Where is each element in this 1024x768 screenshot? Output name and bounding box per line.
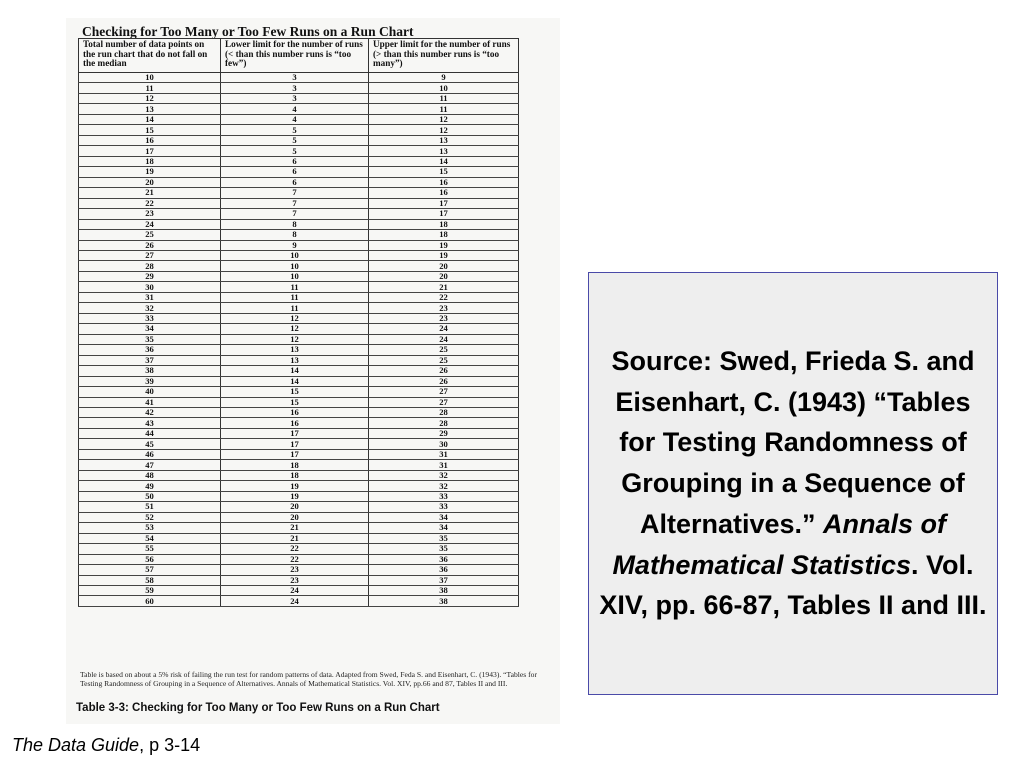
table-row [79, 209, 519, 219]
table-row [79, 219, 519, 229]
table-row [79, 491, 519, 501]
cell-lower-limit: 20 [221, 512, 369, 522]
scanned-table-page [66, 18, 560, 724]
cell-lower-limit: 7 [221, 209, 369, 219]
cell-lower-limit: 22 [221, 544, 369, 554]
cell-total-points: 12 [79, 93, 221, 103]
cell-lower-limit: 8 [221, 230, 369, 240]
cell-lower-limit: 6 [221, 177, 369, 187]
cell-upper-limit: 33 [369, 491, 519, 501]
cell-upper-limit: 9 [369, 73, 519, 83]
table-row [79, 418, 519, 428]
table-row [79, 240, 519, 250]
table-row [79, 292, 519, 302]
cell-upper-limit: 18 [369, 230, 519, 240]
cell-lower-limit: 3 [221, 73, 369, 83]
cell-upper-limit: 11 [369, 93, 519, 103]
cell-lower-limit: 3 [221, 83, 369, 93]
cell-upper-limit: 28 [369, 418, 519, 428]
source-text-end: . Vol. XIV, pp. 66-87, Tables II and III. [599, 549, 987, 621]
cell-total-points: 27 [79, 250, 221, 260]
cell-upper-limit: 13 [369, 146, 519, 156]
cell-total-points: 45 [79, 439, 221, 449]
table-row [79, 355, 519, 365]
cell-total-points: 10 [79, 73, 221, 83]
table-row [79, 93, 519, 103]
cell-total-points: 32 [79, 303, 221, 313]
cell-total-points: 25 [79, 230, 221, 240]
table-row [79, 125, 519, 135]
table-row [79, 449, 519, 459]
cell-upper-limit: 15 [369, 167, 519, 177]
cell-upper-limit: 12 [369, 125, 519, 135]
cell-upper-limit: 31 [369, 460, 519, 470]
table-row [79, 512, 519, 522]
cell-total-points: 16 [79, 135, 221, 145]
table-row [79, 230, 519, 240]
cell-lower-limit: 21 [221, 523, 369, 533]
table-row [79, 585, 519, 595]
table-row [79, 83, 519, 93]
cell-upper-limit: 16 [369, 188, 519, 198]
cell-upper-limit: 16 [369, 177, 519, 187]
table-footnote: Table is based on about a 5% risk of failing the run test for random patterns of data. Adapted from Swed, Feda S. and Eisenhart, C. (1943). “Tables for Testing Randomness of Grouping in a Sequence of Alternatives. Annals of Mathematical Statistics. Vol. XIV, pp.66 and 87, Tables II and III. [80, 670, 537, 689]
cell-total-points: 11 [79, 83, 221, 93]
cell-upper-limit: 20 [369, 261, 519, 271]
cell-lower-limit: 6 [221, 156, 369, 166]
table-caption: Table 3-3: Checking for Too Many or Too Few Runs on a Run Chart [76, 702, 440, 714]
cell-upper-limit: 13 [369, 135, 519, 145]
cell-total-points: 49 [79, 481, 221, 491]
cell-total-points: 21 [79, 188, 221, 198]
cell-lower-limit: 10 [221, 250, 369, 260]
cell-lower-limit: 7 [221, 188, 369, 198]
cell-lower-limit: 15 [221, 387, 369, 397]
cell-lower-limit: 12 [221, 324, 369, 334]
cell-upper-limit: 25 [369, 355, 519, 365]
cell-lower-limit: 23 [221, 565, 369, 575]
cell-upper-limit: 19 [369, 240, 519, 250]
table-row [79, 596, 519, 606]
cell-lower-limit: 10 [221, 261, 369, 271]
runs-table [78, 38, 519, 607]
cell-upper-limit: 12 [369, 114, 519, 124]
table-row [79, 177, 519, 187]
table-row [79, 167, 519, 177]
cell-lower-limit: 20 [221, 502, 369, 512]
cell-total-points: 46 [79, 449, 221, 459]
header-total-points: Total number of data points on the run chart that do not fall on the median [79, 39, 221, 73]
cell-total-points: 57 [79, 565, 221, 575]
cell-total-points: 52 [79, 512, 221, 522]
book-citation [12, 735, 200, 756]
cell-total-points: 58 [79, 575, 221, 585]
cell-upper-limit: 32 [369, 470, 519, 480]
cell-lower-limit: 7 [221, 198, 369, 208]
cell-lower-limit: 17 [221, 428, 369, 438]
table-row [79, 104, 519, 114]
cell-total-points: 15 [79, 125, 221, 135]
cell-upper-limit: 35 [369, 544, 519, 554]
cell-lower-limit: 23 [221, 575, 369, 585]
table-row [79, 397, 519, 407]
cell-upper-limit: 24 [369, 324, 519, 334]
cell-upper-limit: 22 [369, 292, 519, 302]
cell-lower-limit: 9 [221, 240, 369, 250]
cell-lower-limit: 16 [221, 418, 369, 428]
table-header-row [79, 39, 519, 73]
cell-total-points: 23 [79, 209, 221, 219]
cell-lower-limit: 19 [221, 481, 369, 491]
source-text-plain: Source: Swed, Frieda S. and Eisenhart, C. (1943) “Tables for Testing Randomness of Grouping in a Sequence of Alternatives.” [611, 345, 975, 539]
table-row [79, 565, 519, 575]
cell-lower-limit: 11 [221, 282, 369, 292]
cell-upper-limit: 32 [369, 481, 519, 491]
source-callout [588, 272, 998, 695]
cell-upper-limit: 35 [369, 533, 519, 543]
cell-lower-limit: 3 [221, 93, 369, 103]
cell-total-points: 59 [79, 585, 221, 595]
header-upper-limit: Upper limit for the number of runs (> than this number runs is “too many”) [369, 39, 519, 73]
cell-lower-limit: 16 [221, 408, 369, 418]
table-row [79, 502, 519, 512]
cell-total-points: 43 [79, 418, 221, 428]
cell-total-points: 38 [79, 366, 221, 376]
cell-total-points: 22 [79, 198, 221, 208]
cell-upper-limit: 20 [369, 271, 519, 281]
cell-lower-limit: 11 [221, 303, 369, 313]
cell-total-points: 39 [79, 376, 221, 386]
book-page: , p 3-14 [139, 735, 201, 755]
cell-upper-limit: 17 [369, 209, 519, 219]
cell-total-points: 31 [79, 292, 221, 302]
table-row [79, 376, 519, 386]
cell-lower-limit: 5 [221, 125, 369, 135]
cell-lower-limit: 13 [221, 355, 369, 365]
table-row [79, 261, 519, 271]
cell-total-points: 56 [79, 554, 221, 564]
cell-total-points: 20 [79, 177, 221, 187]
cell-total-points: 24 [79, 219, 221, 229]
cell-lower-limit: 5 [221, 146, 369, 156]
cell-total-points: 53 [79, 523, 221, 533]
table-row [79, 460, 519, 470]
cell-upper-limit: 27 [369, 387, 519, 397]
cell-lower-limit: 24 [221, 585, 369, 595]
table-row [79, 282, 519, 292]
table-row [79, 250, 519, 260]
cell-lower-limit: 15 [221, 397, 369, 407]
cell-total-points: 48 [79, 470, 221, 480]
table-row [79, 114, 519, 124]
table-row [79, 135, 519, 145]
cell-upper-limit: 11 [369, 104, 519, 114]
table-row [79, 188, 519, 198]
cell-total-points: 54 [79, 533, 221, 543]
cell-total-points: 36 [79, 345, 221, 355]
cell-total-points: 51 [79, 502, 221, 512]
cell-lower-limit: 13 [221, 345, 369, 355]
cell-lower-limit: 18 [221, 470, 369, 480]
cell-lower-limit: 17 [221, 449, 369, 459]
cell-total-points: 33 [79, 313, 221, 323]
table-row [79, 439, 519, 449]
cell-total-points: 47 [79, 460, 221, 470]
cell-lower-limit: 17 [221, 439, 369, 449]
cell-lower-limit: 4 [221, 114, 369, 124]
cell-upper-limit: 30 [369, 439, 519, 449]
cell-lower-limit: 19 [221, 491, 369, 501]
cell-total-points: 42 [79, 408, 221, 418]
source-citation-text [599, 341, 987, 627]
cell-total-points: 50 [79, 491, 221, 501]
table-row [79, 146, 519, 156]
table-row [79, 313, 519, 323]
cell-total-points: 41 [79, 397, 221, 407]
cell-total-points: 60 [79, 596, 221, 606]
cell-lower-limit: 18 [221, 460, 369, 470]
cell-upper-limit: 34 [369, 523, 519, 533]
table-row [79, 324, 519, 334]
cell-upper-limit: 19 [369, 250, 519, 260]
cell-total-points: 29 [79, 271, 221, 281]
table-row [79, 408, 519, 418]
cell-upper-limit: 37 [369, 575, 519, 585]
table-row [79, 156, 519, 166]
table-row [79, 73, 519, 83]
table-body [79, 73, 519, 607]
cell-total-points: 34 [79, 324, 221, 334]
source-text-journal: Annals of Mathematical Statistics [612, 508, 947, 580]
cell-lower-limit: 12 [221, 313, 369, 323]
table-row [79, 271, 519, 281]
cell-upper-limit: 23 [369, 313, 519, 323]
table-row [79, 428, 519, 438]
table-row [79, 345, 519, 355]
cell-upper-limit: 18 [369, 219, 519, 229]
table-row [79, 554, 519, 564]
cell-total-points: 19 [79, 167, 221, 177]
table-row [79, 575, 519, 585]
cell-lower-limit: 21 [221, 533, 369, 543]
table-row [79, 544, 519, 554]
cell-upper-limit: 33 [369, 502, 519, 512]
table-row [79, 481, 519, 491]
cell-upper-limit: 14 [369, 156, 519, 166]
cell-total-points: 26 [79, 240, 221, 250]
cell-total-points: 18 [79, 156, 221, 166]
table-row [79, 470, 519, 480]
cell-upper-limit: 17 [369, 198, 519, 208]
cell-total-points: 44 [79, 428, 221, 438]
table-row [79, 303, 519, 313]
cell-lower-limit: 22 [221, 554, 369, 564]
cell-upper-limit: 31 [369, 449, 519, 459]
cell-total-points: 40 [79, 387, 221, 397]
cell-total-points: 35 [79, 334, 221, 344]
table-row [79, 366, 519, 376]
cell-total-points: 17 [79, 146, 221, 156]
table-row [79, 523, 519, 533]
cell-lower-limit: 12 [221, 334, 369, 344]
header-lower-limit: Lower limit for the number of runs (< than this number runs is “too few”) [221, 39, 369, 73]
table-row [79, 387, 519, 397]
cell-upper-limit: 28 [369, 408, 519, 418]
cell-upper-limit: 36 [369, 565, 519, 575]
cell-upper-limit: 27 [369, 397, 519, 407]
cell-lower-limit: 5 [221, 135, 369, 145]
cell-lower-limit: 4 [221, 104, 369, 114]
table-row [79, 533, 519, 543]
cell-upper-limit: 23 [369, 303, 519, 313]
cell-total-points: 28 [79, 261, 221, 271]
cell-upper-limit: 26 [369, 366, 519, 376]
cell-upper-limit: 24 [369, 334, 519, 344]
cell-upper-limit: 26 [369, 376, 519, 386]
cell-upper-limit: 21 [369, 282, 519, 292]
cell-upper-limit: 29 [369, 428, 519, 438]
book-title: The Data Guide [12, 735, 140, 755]
cell-upper-limit: 34 [369, 512, 519, 522]
cell-lower-limit: 6 [221, 167, 369, 177]
table-row [79, 198, 519, 208]
cell-lower-limit: 14 [221, 366, 369, 376]
cell-total-points: 30 [79, 282, 221, 292]
cell-upper-limit: 25 [369, 345, 519, 355]
cell-lower-limit: 24 [221, 596, 369, 606]
cell-total-points: 37 [79, 355, 221, 365]
cell-upper-limit: 38 [369, 596, 519, 606]
cell-lower-limit: 11 [221, 292, 369, 302]
cell-total-points: 13 [79, 104, 221, 114]
table-row [79, 334, 519, 344]
cell-lower-limit: 8 [221, 219, 369, 229]
cell-lower-limit: 10 [221, 271, 369, 281]
table-title: Checking for Too Many or Too Few Runs on a Run Chart [82, 24, 414, 39]
cell-total-points: 14 [79, 114, 221, 124]
cell-upper-limit: 10 [369, 83, 519, 93]
cell-total-points: 55 [79, 544, 221, 554]
cell-upper-limit: 36 [369, 554, 519, 564]
cell-upper-limit: 38 [369, 585, 519, 595]
cell-lower-limit: 14 [221, 376, 369, 386]
